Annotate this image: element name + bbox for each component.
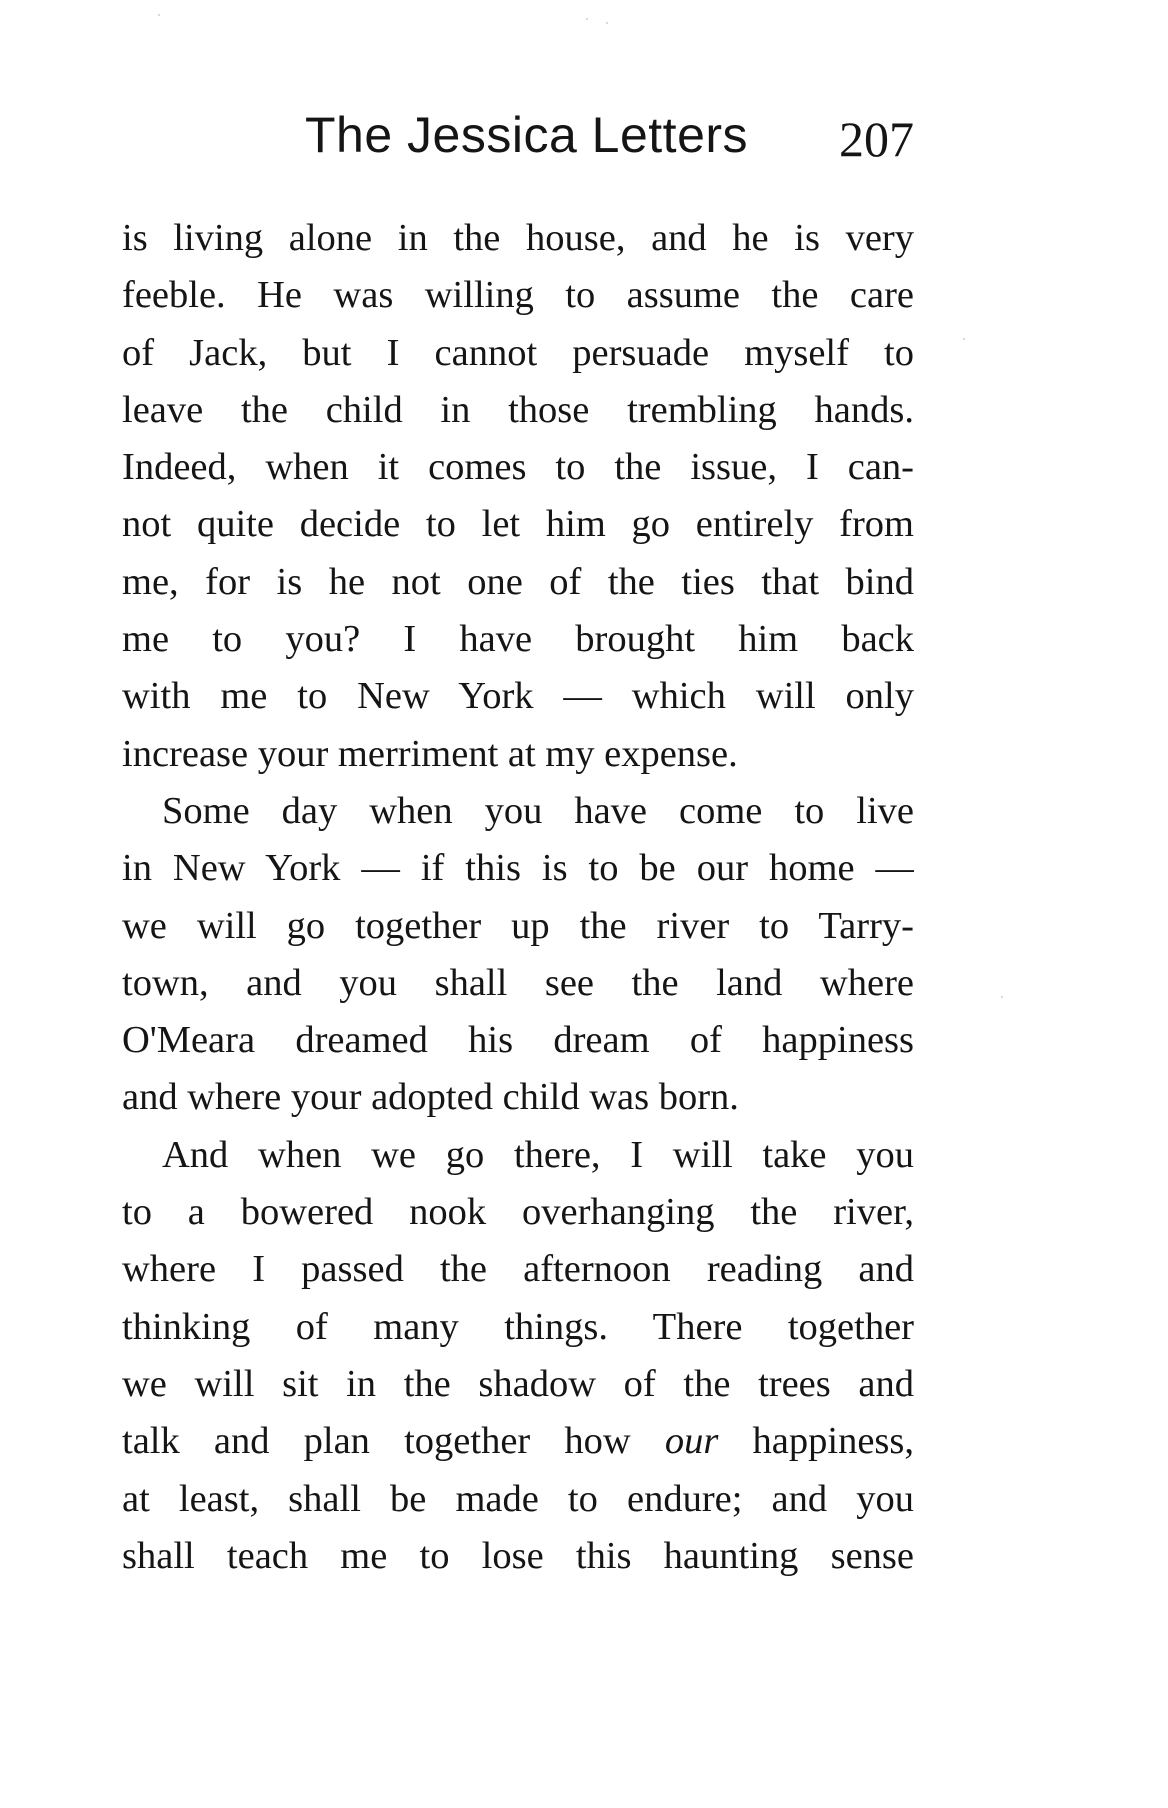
paper-speck	[606, 22, 608, 24]
line-segment: happiness,	[752, 1420, 914, 1463]
text-line: to a bowered nook overhanging the river,	[122, 1191, 914, 1234]
page-number: 207	[839, 111, 914, 167]
paper-speck	[586, 18, 588, 20]
text-line: shall teach me to lose this haunting sense	[122, 1534, 914, 1577]
paper-speck	[963, 338, 965, 340]
paragraph-start-line: Some day when you have come to live	[162, 789, 914, 832]
running-head	[122, 100, 914, 170]
text-line: and where your adopted child was born.	[122, 1076, 739, 1119]
running-title: The Jessica Letters	[305, 107, 749, 163]
text-line: in New York — if this is to be our home —	[122, 847, 914, 890]
text-line: feeble. He was willing to assume the care	[122, 274, 914, 317]
line-segment: talk and plan together how	[122, 1420, 631, 1463]
text-line: at least, shall be made to endure; and you	[122, 1477, 914, 1520]
text-line: me to you? I have brought him back	[122, 618, 914, 661]
emphasized-word: our	[664, 1420, 719, 1463]
text-line: thinking of many things. There together	[122, 1305, 914, 1348]
text-line: town, and you shall see the land where	[122, 961, 914, 1004]
text-line-with-emphasis	[122, 1413, 914, 1470]
text-line: increase your merriment at my expense.	[122, 732, 738, 775]
paragraph-start-line: And when we go there, I will take you	[162, 1133, 914, 1176]
text-line: we will go together up the river to Tarry-	[122, 904, 914, 947]
text-line: O'Meara dreamed his dream of happiness	[122, 1019, 914, 1062]
text-line: not quite decide to let him go entirely from	[122, 503, 914, 546]
text-line: leave the child in those trembling hands.	[122, 388, 914, 431]
text-line: with me to New York — which will only	[122, 675, 914, 718]
text-line: we will sit in the shadow of the trees and	[122, 1362, 914, 1405]
text-line: Indeed, when it comes to the issue, I can-	[122, 446, 914, 489]
body-text	[122, 210, 914, 1585]
text-line: where I passed the afternoon reading and	[122, 1248, 914, 1291]
text-line: of Jack, but I cannot persuade myself to	[122, 331, 914, 374]
text-line: is living alone in the house, and he is very	[122, 217, 914, 259]
paper-speck	[1001, 996, 1003, 998]
text-line: me, for is he not one of the ties that bind	[122, 560, 914, 603]
paper-speck	[158, 14, 160, 16]
